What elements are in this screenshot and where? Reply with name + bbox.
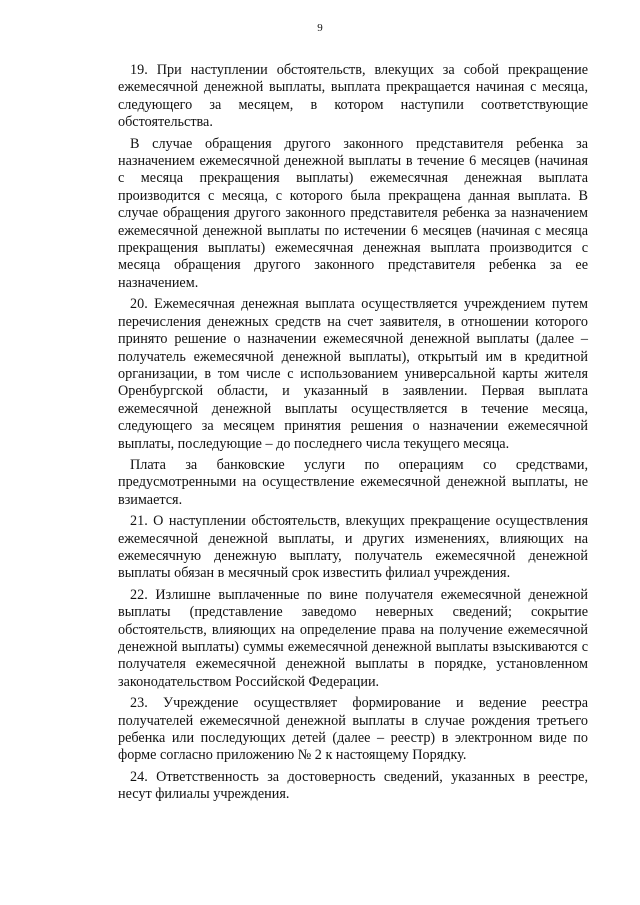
paragraph-20-continuation: Плата за банковские услуги по операциям со средствами, предусмотренными на осуществление ежемесячной денежной выплаты, не взимается.	[118, 456, 588, 508]
page-number: 9	[317, 22, 323, 34]
paragraph-19-continuation: В случае обращения другого законного представителя ребенка за назначением ежемесячной денежной выплаты в течение 6 месяцев (начиная с месяца прекращения выплаты) ежемесячная денежная выплата производится с месяца, с которого была прекращена данная выплата. В случае обращения другого законного представителя ребенка за назначением ежемесячной денежной выплаты по истечении 6 месяцев (начиная с месяца прекращения выплаты) ежемесячная денежная выплата производится с месяца обращения другого законного представителя ребенка за ее назначением.	[118, 135, 588, 291]
document-body	[118, 62, 588, 808]
paragraph-20: 20. Ежемесячная денежная выплата осуществляется учреждением путем перечисления денежных средств на счет заявителя, в отношении которого принято решение о назначении ежемесячной денежной выплаты (далее – получатель ежемесячной денежной выплаты), открытый им в кредитной организации, в том числе с использованием универсальной карты жителя Оренбургской области, и указанный в заявлении. Первая выплата ежемесячной денежной выплаты осуществляется в течение месяца, следующего за месяцем принятия решения о назначении ежемесячной выплаты, последующие – до последнего числа текущего месяца.	[118, 296, 588, 452]
paragraph-19: 19. При наступлении обстоятельств, влекущих за собой прекращение ежемесячной денежной выплаты, выплата прекращается начиная с месяца, следующего за месяцем, в котором наступили соответствующие обстоятельства.	[118, 62, 588, 131]
paragraph-24: 24. Ответственность за достоверность сведений, указанных в реестре, несут филиалы учреждения.	[118, 768, 588, 803]
paragraph-21: 21. О наступлении обстоятельств, влекущих прекращение осуществления ежемесячной денежной выплаты, и других изменениях, влияющих на ежемесячную денежную выплату, получатель ежемесячной денежной выплаты обязан в месячный срок известить филиал учреждения.	[118, 513, 588, 582]
paragraph-23: 23. Учреждение осуществляет формирование и ведение реестра получателей ежемесячной денежной выплаты в случае рождения третьего ребенка или последующих детей (далее – реестр) в электронном виде по форме согласно приложению № 2 к настоящему Порядку.	[118, 695, 588, 764]
paragraph-22: 22. Излишне выплаченные по вине получателя ежемесячной денежной выплаты (представление заведомо неверных сведений; сокрытие обстоятельств, влияющих на определение права на получение ежемесячной денежной выплаты) суммы ежемесячной денежной выплаты взыскиваются с получателя ежемесячной денежной выплаты в порядке, установленном законодательством Российской Федерации.	[118, 586, 588, 690]
